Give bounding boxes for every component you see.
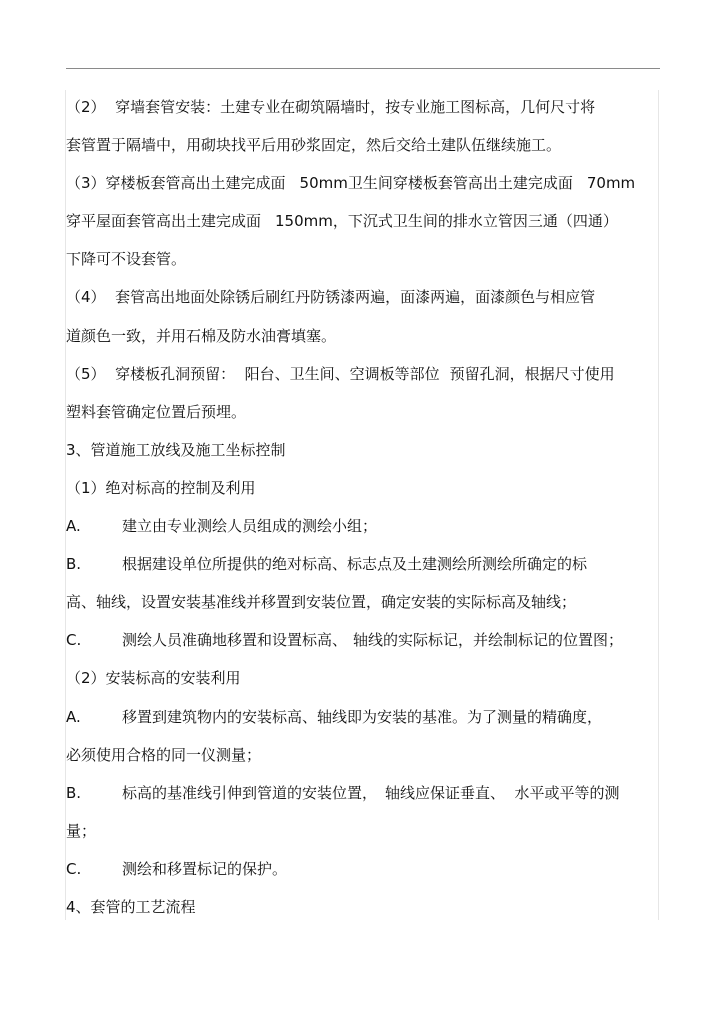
line-text: 轴线应保证垂直、 水平或平等的测: [385, 783, 620, 802]
line-text: 3、管道施工放线及施工坐标控制: [66, 440, 286, 459]
line-text: （4） 套管高出地面处除锈后刷红丹防锈漆两遍，面漆两遍，面漆颜色与相应管: [66, 288, 596, 307]
line-text: 量；: [66, 821, 97, 840]
line-text: 必须使用合格的同一仪测量；: [66, 745, 262, 764]
paragraph-line: [66, 359, 660, 397]
paragraph-line: [66, 816, 660, 854]
list-item: [66, 625, 660, 663]
line-text: 建立由专业测绘人员组成的测绘小组；: [122, 517, 378, 536]
line-text: 穿平屋面套管高出土建完成面: [66, 212, 262, 231]
subsection-heading: [66, 663, 660, 701]
subsection-heading: [66, 473, 660, 511]
line-text: （2） 穿墙套管安装：土建专业在砌筑隔墙时，按专业施工图标高，几何尺寸将: [66, 98, 596, 116]
paragraph-line: [66, 587, 660, 625]
list-item: [66, 549, 660, 587]
list-item: [66, 854, 660, 892]
line-text: 塑料套管确定位置后预埋。: [66, 402, 247, 421]
line-text: 4、套管的工艺流程: [66, 897, 196, 916]
section-heading: [66, 435, 660, 473]
line-text: 150mm，下沉式卫生间的排水立管因三通（四通）: [275, 212, 618, 231]
line-text: 套管置于隔墙中，用砌块找平后用砂浆固定，然后交给土建队伍继续施工。: [66, 136, 562, 155]
line-text: 根据建设单位所提供的绝对标高、标志点及土建测绘所测绘所确定的标: [122, 555, 588, 574]
list-item-label: B.: [66, 555, 82, 574]
line-text: 移置到建筑物内的安装标高、轴线即为安装的基准。为了测量的精确度，: [122, 707, 603, 726]
line-text: 预留孔洞，根据尺寸使用: [449, 364, 615, 383]
line-text: 高、轴线，设置安装基准线并移置到安装位置，确定安装的实际标高及轴线；: [66, 593, 577, 612]
list-item-label: A.: [66, 517, 81, 536]
line-text: 标高的基准线引伸到管道的安装位置，: [122, 783, 378, 802]
list-item-label: C.: [66, 631, 82, 650]
line-text: 50mm卫生间穿楼板套管高出土建完成面: [299, 174, 573, 193]
paragraph-line: [66, 397, 660, 435]
line-text: 道颜色一致，并用石棉及防水油膏填塞。: [66, 326, 337, 345]
line-text: 测绘和移置标记的保护。: [122, 859, 288, 878]
list-item-label: C.: [66, 859, 82, 878]
header-rule: [66, 68, 660, 69]
line-text: （5） 穿楼板孔洞预留： 阳台、卫生间、空调板等部位: [66, 364, 440, 383]
line-text: 轴线的实际标记，并绘制标记的位置图；: [353, 631, 624, 650]
line-text: 测绘人员准确地移置和设置标高、: [122, 631, 348, 650]
list-item: [66, 511, 660, 549]
document-body: [66, 92, 660, 930]
list-item-label: A.: [66, 707, 81, 726]
paragraph-line: [66, 168, 660, 206]
paragraph-line: [66, 92, 660, 130]
paragraph-line: [66, 282, 660, 320]
line-text: （3）穿楼板套管高出土建完成面: [66, 174, 286, 193]
line-text: （1）绝对标高的控制及利用: [66, 478, 256, 497]
paragraph-line: [66, 206, 660, 244]
paragraph-line: [66, 321, 660, 359]
paragraph-line: [66, 130, 660, 168]
line-text: （2）安装标高的安装利用: [66, 669, 241, 688]
list-item: [66, 702, 660, 740]
list-item-label: B.: [66, 783, 82, 802]
paragraph-line: [66, 244, 660, 282]
section-heading: [66, 892, 660, 930]
line-text: 70mm: [586, 174, 636, 193]
paragraph-line: [66, 740, 660, 778]
list-item: [66, 778, 660, 816]
line-text: 下降可不设套管。: [66, 250, 187, 269]
